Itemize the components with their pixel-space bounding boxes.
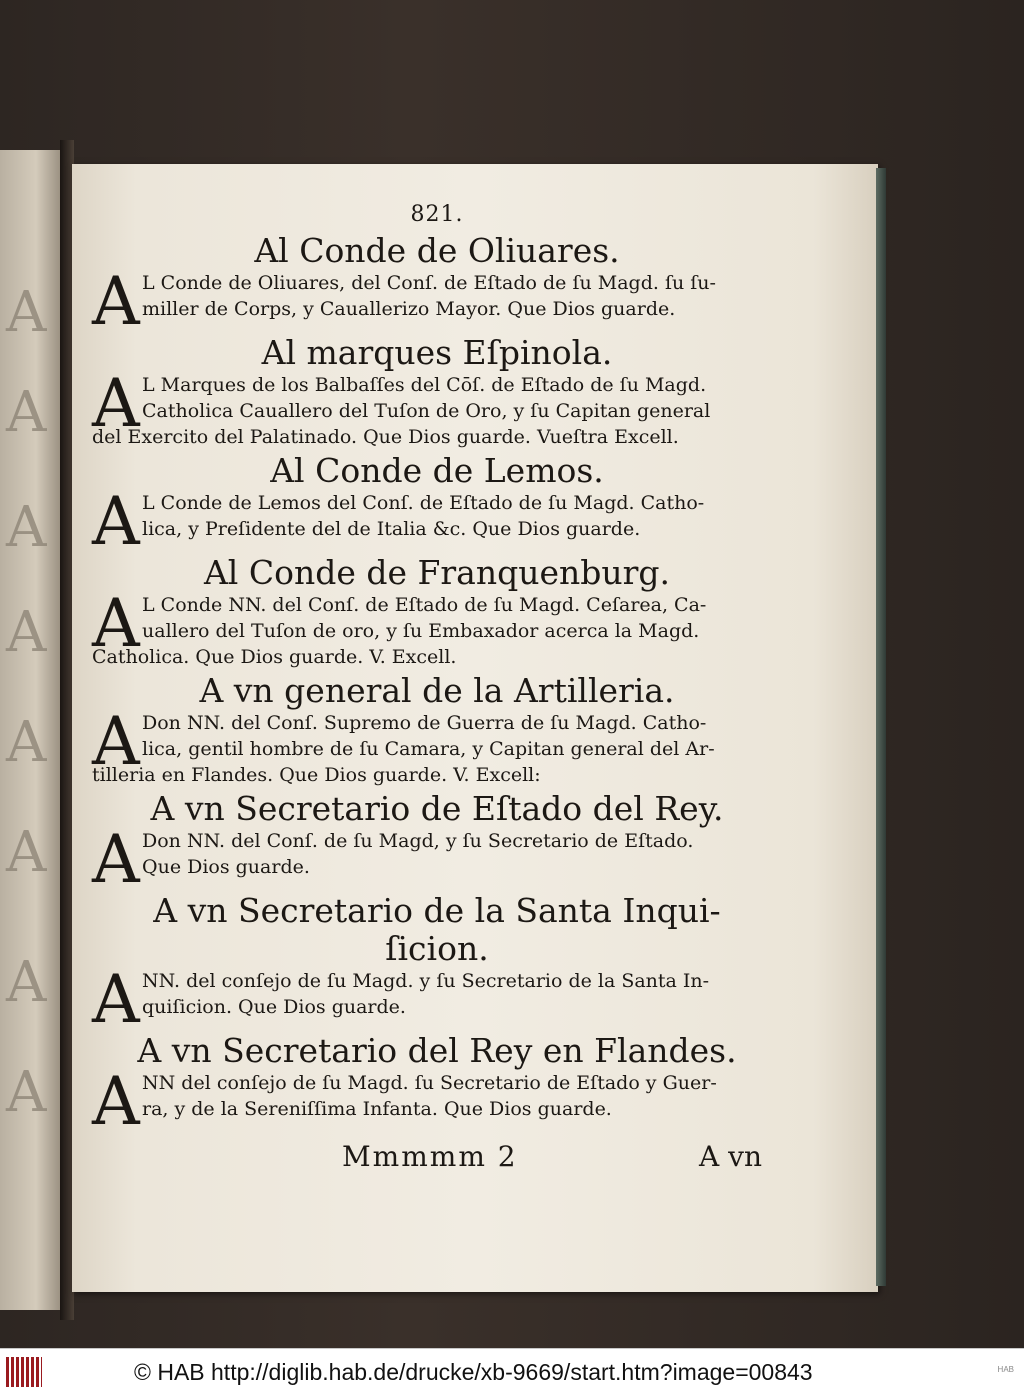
drop-initial: A	[92, 585, 140, 662]
text-line: miller de Corps, y Cauallerizo Mayor. Que Dios guarde.	[142, 298, 676, 320]
entry	[92, 585, 782, 670]
section-heading: A vn Secretario del Rey en Flandes.	[137, 1031, 737, 1070]
ghost-initial: A	[6, 950, 47, 1015]
text-line: L Conde de Oliuares, del Conſ. de Eſtado de ſu Magd. ſu ſu-	[142, 272, 716, 294]
text-line: uallero del Tuſon de oro, y ſu Embaxador acerca la Magd.	[142, 620, 700, 642]
drop-initial: A	[92, 961, 140, 1038]
section	[92, 789, 782, 898]
text-line: lica, gentil hombre de ſu Camara, y Capitan general del Ar-	[142, 738, 715, 760]
entry-body	[142, 828, 782, 880]
entry-body	[142, 1070, 782, 1122]
drop-initial: A	[92, 483, 140, 560]
drop-initial: A	[92, 703, 140, 780]
hab-logo-icon	[6, 1357, 42, 1387]
footer-bar	[0, 1348, 1024, 1395]
drop-initial: A	[92, 1063, 140, 1140]
page-number: 821.	[410, 202, 464, 227]
text-line: quiſicion. Que Dios guarde.	[142, 996, 406, 1018]
text-line: L Conde NN. del Conſ. de Eſtado de ſu Magd. Ceſarea, Ca-	[142, 594, 707, 616]
section-heading: Al Conde de Oliuares.	[254, 231, 620, 270]
text-line: Catholica. Que Dios guarde. V. Excell.	[92, 646, 457, 668]
drop-initial: A	[92, 263, 140, 340]
section-heading: Al Conde de Lemos.	[270, 451, 604, 490]
entry	[92, 1063, 782, 1140]
drop-initial: A	[92, 365, 140, 442]
section-heading: A vn Secretario de Eſtado del Rey.	[150, 789, 724, 828]
ghost-initial: A	[6, 495, 47, 560]
text-line: lica, y Preſidente del de Italia &c. Que Dios guarde.	[142, 518, 641, 540]
entry-body	[142, 270, 782, 322]
section	[92, 672, 782, 788]
entry	[92, 961, 782, 1038]
section-heading: Al Conde de Franquenburg.	[203, 553, 671, 592]
ghost-initial: A	[6, 380, 47, 445]
section	[92, 451, 782, 560]
entry	[92, 483, 782, 560]
page-edge	[876, 168, 886, 1286]
text-line: Que Dios guarde.	[142, 856, 310, 878]
section	[92, 891, 782, 1038]
entry	[92, 365, 782, 450]
text-line: L Conde de Lemos del Conſ. de Eſtado de ſu Magd. Catho-	[142, 492, 705, 514]
drop-initial: A	[92, 821, 140, 898]
entry-body	[142, 490, 782, 542]
entry	[92, 263, 782, 340]
text-line: Don NN. del Conſ. Supremo de Guerra de ſu Magd. Catho-	[142, 712, 707, 734]
signature-mark: Mmmmm 2	[342, 1140, 518, 1173]
text-line: Catholica Cauallero del Tuſon de Oro, y ſu Capitan general	[142, 400, 711, 422]
entry-body	[92, 372, 782, 450]
text-line: del Exercito del Palatinado. Que Dios guarde. Vueſtra Excell.	[92, 426, 679, 448]
entry-body	[92, 710, 782, 788]
ghost-initial: A	[6, 1060, 47, 1125]
footer-mark: HAB	[997, 1365, 1014, 1374]
ghost-initial: A	[6, 280, 47, 345]
text-line: L Marques de los Balbaſſes del Cōſ. de Eſtado de ſu Magd.	[142, 374, 707, 396]
text-line: NN. del conſejo de ſu Magd. y ſu Secretario de la Santa In-	[142, 970, 710, 992]
text-line: Don NN. del Conſ. de ſu Magd, y ſu Secretario de Eſtado.	[142, 830, 694, 852]
section	[92, 1031, 782, 1140]
entry	[92, 703, 782, 788]
catchword: A vn	[699, 1140, 762, 1173]
page-text	[92, 200, 782, 1140]
entry	[92, 821, 782, 898]
section-heading: Al marques Eſpinola.	[261, 333, 613, 372]
ghost-initial: A	[6, 600, 47, 665]
text-line: tilleria en Flandes. Que Dios guarde. V. Excell:	[92, 764, 541, 786]
source-url[interactable]: © HAB http://diglib.hab.de/drucke/xb-9669/start.htm?image=00843	[134, 1359, 813, 1385]
text-line: ra, y de la Sereniſſima Infanta. Que Dios guarde.	[142, 1098, 612, 1120]
section	[92, 554, 782, 670]
ghost-initial: A	[6, 710, 47, 775]
text-line: NN del conſejo de ſu Magd. ſu Secretario de Eſtado y Guer-	[142, 1072, 717, 1094]
section	[92, 231, 782, 340]
ghost-initial: A	[6, 820, 47, 885]
previous-page-edge	[0, 150, 60, 1310]
entry-body	[92, 592, 782, 670]
section-heading: A vn Secretario de la Santa Inqui- ſicion.	[153, 891, 721, 968]
section	[92, 334, 782, 450]
section-heading: A vn general de la Artilleria.	[199, 671, 675, 710]
entry-body	[142, 968, 782, 1020]
